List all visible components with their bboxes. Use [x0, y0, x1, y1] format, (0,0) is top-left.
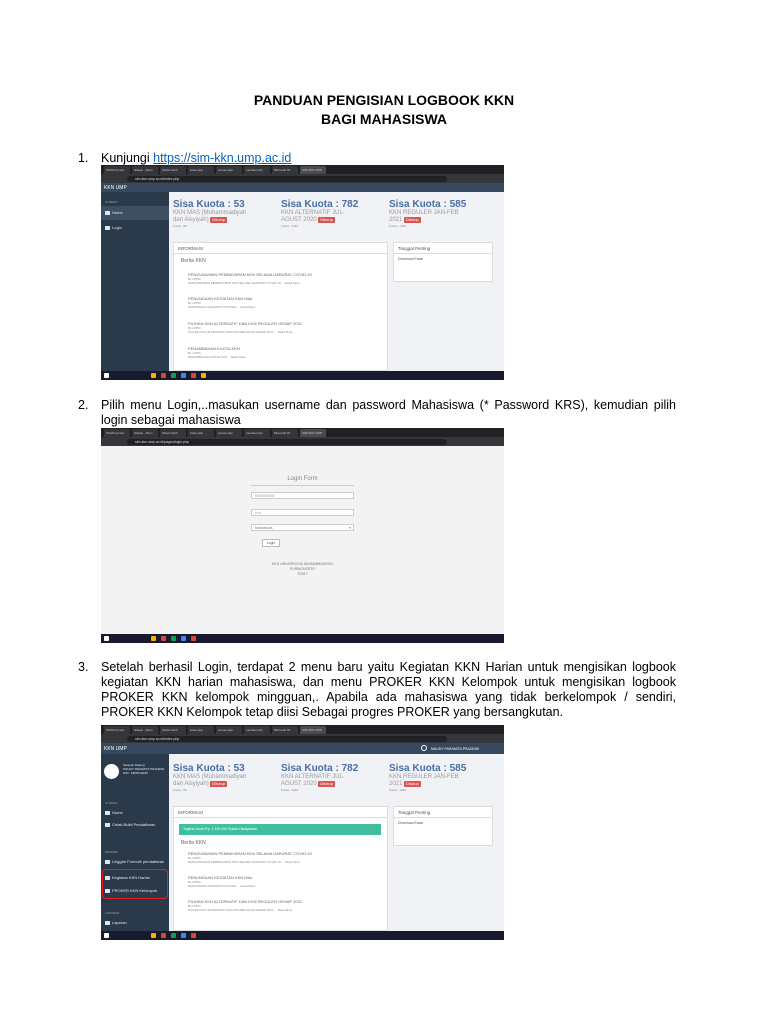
browser-tabbar	[101, 428, 504, 437]
kuota-name2: dan Aisyiyah)	[173, 781, 209, 787]
sidebar-item-proker[interactable]: PROKER KKN Kelompok	[105, 888, 157, 893]
berita-heading: Berita KKN	[181, 258, 206, 264]
browser-tab-active[interactable]: SIM KKN UMP	[300, 166, 326, 174]
kuota-card	[389, 199, 493, 233]
home-icon	[105, 811, 110, 815]
panel-title: INFORMASI	[174, 243, 387, 254]
news-item[interactable]: PENGUMUMAN PEMBAYARAN KKN SELAMA DARURAT COVID-19 By LPPM PENGUMUMAN PEMBAYARAN KKN SELAMA DARURAT COVID-19 ... Read More	[188, 851, 312, 864]
url-input[interactable]: sim-kkn.ump.ac.id/pages/login.php	[127, 439, 447, 445]
kuota-name: KKN ALTERNATIF JUL-	[281, 774, 345, 780]
sidebar-item-cetak[interactable]: Cetak Bukti Pendaftaran	[105, 822, 155, 827]
app-icon[interactable]	[151, 636, 156, 641]
app-icon[interactable]	[161, 636, 166, 641]
sidebar-item-laporan[interactable]: Laporan	[105, 920, 127, 925]
panel-title: INFORMASI	[174, 807, 387, 818]
section-label: PROKER	[105, 850, 118, 854]
kuota-card	[281, 763, 385, 797]
group-icon	[105, 889, 110, 893]
status-badge: Ditutup	[212, 217, 226, 222]
panel-title: Tanggal Penting	[394, 807, 492, 818]
browser-tab[interactable]: index.php	[188, 166, 214, 174]
news-item[interactable]: PENGUMUMAN PEMBAYARAN KKN SELAMA DARURAT COVID-19 By LPPM PENGUMUMAN PEMBAYARAN KKN SELAMA DARURAT COVID-19 ... Read More	[188, 272, 312, 285]
app-brand: KKN UMP	[104, 184, 127, 191]
download-link[interactable]: Download Essai	[398, 821, 424, 825]
start-icon[interactable]	[104, 636, 109, 641]
sidebar-item-unggah[interactable]: Unggah Formulir pendaftaran	[105, 859, 164, 864]
screenshot-login	[101, 428, 504, 643]
app-brand: KKN UMP	[104, 745, 127, 752]
kuota-title: Sisa Kuota : 782	[281, 763, 359, 774]
os-taskbar	[101, 371, 504, 380]
username-field[interactable]: 0000000000	[251, 492, 354, 499]
menu-label: UI MENU	[105, 801, 118, 805]
browser-tabbar	[101, 165, 504, 174]
login-form-title: Login Form	[251, 476, 354, 486]
app-icon[interactable]	[181, 933, 186, 938]
kuota-name2: 2021	[389, 781, 403, 787]
app-icon[interactable]	[171, 933, 176, 938]
login-button[interactable]: Login	[262, 539, 280, 547]
start-icon[interactable]	[104, 933, 109, 938]
login-icon	[105, 226, 110, 230]
step-number: 3.	[78, 660, 89, 674]
kuota-sub: Kuota : 1440	[389, 224, 407, 228]
kuota-sub: Kuota : 80	[173, 224, 187, 228]
print-icon	[105, 823, 110, 827]
browser-urlbar	[101, 174, 504, 183]
app-icon[interactable]	[191, 933, 196, 938]
browser-tab[interactable]: proses.php	[216, 429, 242, 437]
browser-tab[interactable]: proses.php	[216, 726, 242, 734]
app-icon[interactable]	[161, 373, 166, 378]
kuota-name2: AGUST 2020	[281, 217, 317, 223]
kuota-card	[173, 199, 277, 233]
browser-tab[interactable]: member.php	[244, 726, 270, 734]
news-item[interactable]: PILIHAN KKN ALTERNATIF DAN KKN REGULER GENAP 2021 By LPPM PILIHAN KKN ALTERNATIF DAN KKN REGULER GENAP 2021 ... Read More	[188, 899, 303, 912]
browser-tab[interactable]: dNest Nunh	[160, 429, 186, 437]
browser-tab-active[interactable]: SIM KKN UMP	[300, 429, 326, 437]
browser-tab-active[interactable]: SIM KKN UMP	[300, 726, 326, 734]
app-icon[interactable]	[191, 636, 196, 641]
browser-tab[interactable]: Microsoft Of	[272, 429, 298, 437]
tanggal-panel	[393, 242, 493, 282]
status-badge: Ditutup	[212, 781, 226, 786]
kuota-title: Sisa Kuota : 585	[389, 199, 467, 210]
kuota-card	[389, 763, 493, 797]
download-link[interactable]: Download Essai	[398, 257, 424, 261]
kuota-name: KKN MAS (Muhammadiyah	[173, 774, 247, 780]
app-icon[interactable]	[191, 373, 196, 378]
chevron-down-icon: ▾	[349, 526, 351, 530]
browser-tab[interactable]: proses.php	[216, 166, 242, 174]
kuota-sub: Kuota : 1440	[389, 788, 407, 792]
app-icon[interactable]	[151, 373, 156, 378]
report-icon	[105, 921, 110, 925]
step-text: Setelah berhasil Login, terdapat 2 menu baru yaitu Kegiatan KKN Harian untuk mengisikan logbook kegiatan KKN harian mahasiswa, dan menu PROKER KKN Kelompok untuk mengisikan logbook PROKER KKN kelompok mingguan,. Apabila ada mahasiswa yang tidak berkelompok / sendiri, PROKER KKN Kelompok tetap diisi Sebagai progres PROKER yang bersangkutan.	[101, 660, 676, 719]
url-input[interactable]: sim-kkn.ump.ac.id/index.php	[127, 176, 447, 182]
app-topnav	[101, 743, 504, 754]
title-line-1: PANDUAN PENGISIAN LOGBOOK KKN	[253, 92, 515, 108]
browser-tab[interactable]: SKHM (umsr)	[104, 726, 130, 734]
kuota-sub: Kuota : 80	[173, 788, 187, 792]
app-icon[interactable]	[171, 373, 176, 378]
password-field[interactable]: •••••	[251, 509, 354, 516]
status-badge: Ditutup	[406, 781, 419, 786]
browser-tab[interactable]: dNews - Mum	[132, 726, 158, 734]
os-taskbar	[101, 931, 504, 940]
url-input[interactable]: sim-kkn.ump.ac.id/index.php	[127, 736, 447, 742]
tagihan-alert: Tagihan Anda Rp. 1.140.000 Sudah Dibayarkan	[179, 824, 381, 835]
role-select[interactable]: Mahasiswa ▾	[251, 524, 354, 531]
status-badge: Ditutup	[320, 217, 333, 222]
news-item[interactable]: PENUNDAAN KEGIATAN KKN MAs By LPPM PENUNDAAN KEGIATAN KKN MAs ... Read More	[188, 875, 256, 888]
kuota-title: Sisa Kuota : 585	[389, 763, 467, 774]
avatar	[104, 764, 119, 779]
tanggal-panel	[393, 806, 493, 846]
site-link[interactable]: https://sim-kkn.ump.ac.id	[153, 151, 292, 165]
browser-tab[interactable]: Microsoft Of	[272, 166, 298, 174]
sidebar-item-home[interactable]: Home	[105, 810, 123, 815]
browser-tab[interactable]: member.php	[244, 166, 270, 174]
app-sidebar	[101, 192, 169, 371]
home-icon	[105, 211, 110, 215]
kuota-title: Sisa Kuota : 782	[281, 199, 359, 210]
status-badge: Ditutup	[320, 781, 333, 786]
os-taskbar	[101, 634, 504, 643]
status-badge: Ditutup	[406, 217, 419, 222]
app-icon[interactable]	[201, 373, 206, 378]
browser-tab[interactable]: dNews - Mum	[132, 429, 158, 437]
section-label: LAPORAN	[105, 911, 120, 915]
app-sidebar	[101, 754, 169, 931]
browser-tabbar	[101, 725, 504, 734]
menu-label: UI MENU	[105, 200, 118, 204]
login-footer: KKN UNIVERSITAS MUHAMMADIYAH PURWOKERTO ©2017	[271, 562, 334, 576]
browser-tab[interactable]: index.php	[188, 429, 214, 437]
sidebar-item-home-label: Home	[105, 210, 123, 215]
main-content	[169, 192, 504, 371]
kuota-name2: AGUST 2020	[281, 781, 317, 787]
browser-tab[interactable]: dNest Nunh	[160, 166, 186, 174]
kuota-name2: dan Aisyiyah)	[173, 217, 209, 223]
kuota-card	[173, 763, 277, 797]
app-icon[interactable]	[151, 933, 156, 938]
news-item[interactable]: PILIHAN KKN ALTERNATIF DAN KKN REGULER GENAP 2021 By LPPM PILIHAN KKN ALTERNATIF DAN KKN REGULER GENAP 2021 ... Read More	[188, 321, 303, 334]
news-item[interactable]: PENAMBAHAN KUOTA KKN By LPPM PENAMBAHAN KUOTA KKN ... Read More	[188, 346, 246, 359]
screenshot-home	[101, 165, 504, 380]
kuota-card	[281, 199, 385, 233]
informasi-panel	[173, 242, 388, 371]
app-icon[interactable]	[161, 933, 166, 938]
app-icon[interactable]	[181, 636, 186, 641]
browser-tab[interactable]: SKHM (umsr)	[104, 429, 130, 437]
user-icon[interactable]	[421, 745, 427, 751]
kuota-title: Sisa Kuota : 53	[173, 199, 245, 210]
sidebar-item-kegiatan[interactable]: Kegiatan KKN Harian	[105, 875, 150, 880]
upload-icon	[105, 860, 110, 864]
berita-heading: Berita KKN	[181, 840, 206, 846]
kuota-name2: 2021	[389, 217, 403, 223]
kuota-name: KKN MAS (Muhammadiyah	[173, 210, 247, 216]
kuota-title: Sisa Kuota : 53	[173, 763, 245, 774]
browser-tab[interactable]: dNews - Mum	[132, 166, 158, 174]
kuota-name: KKN REGULER JAN-FEB	[389, 774, 459, 780]
app-icon[interactable]	[181, 373, 186, 378]
browser-tab[interactable]: index.php	[188, 726, 214, 734]
title-line-2: BAGI MAHASISWA	[321, 111, 447, 127]
news-item[interactable]: PENUNDAAN KEGIATAN KKN MAs By LPPM PENUNDAAN KEGIATAN KKN MAs ... Read More	[188, 296, 256, 309]
browser-tab[interactable]: member.php	[244, 429, 270, 437]
user-info: Selamat Datang MAUDY PARAMITA PRADEWI NIM : 1806010028	[123, 763, 165, 775]
login-page	[101, 446, 504, 634]
browser-urlbar	[101, 734, 504, 743]
step-text: Pilih menu Login,..masukan username dan password Mahasiswa (* Password KRS), kemudian pilih login sebagai mahasiswa	[101, 398, 676, 427]
app-icon[interactable]	[171, 636, 176, 641]
user-name[interactable]: MAUDY PARAMITA PRADEWI	[431, 746, 480, 751]
app-topnav	[101, 183, 504, 192]
step-text: Kunjungi	[101, 151, 154, 165]
highlight-box	[102, 869, 168, 899]
browser-tab[interactable]: Microsoft Of	[272, 726, 298, 734]
panel-title: Tanggal Penting	[394, 243, 492, 254]
step-number: 2.	[78, 398, 89, 412]
calendar-icon	[105, 876, 110, 880]
screenshot-dashboard	[101, 725, 504, 940]
sidebar-item-login[interactable]: Login	[105, 225, 122, 230]
browser-tab[interactable]: dNest Nunh	[160, 726, 186, 734]
main-content	[169, 754, 504, 931]
kuota-name: KKN ALTERNATIF JUL-	[281, 210, 345, 216]
start-icon[interactable]	[104, 373, 109, 378]
kuota-name: KKN REGULER JAN-FEB	[389, 210, 459, 216]
browser-urlbar	[101, 437, 504, 446]
kuota-sub: Kuota : 1440	[281, 788, 299, 792]
step-number: 1.	[78, 151, 89, 165]
browser-tab[interactable]: SKHM (umsr)	[104, 166, 130, 174]
kuota-sub: Kuota : 1440	[281, 224, 299, 228]
informasi-panel	[173, 806, 388, 931]
